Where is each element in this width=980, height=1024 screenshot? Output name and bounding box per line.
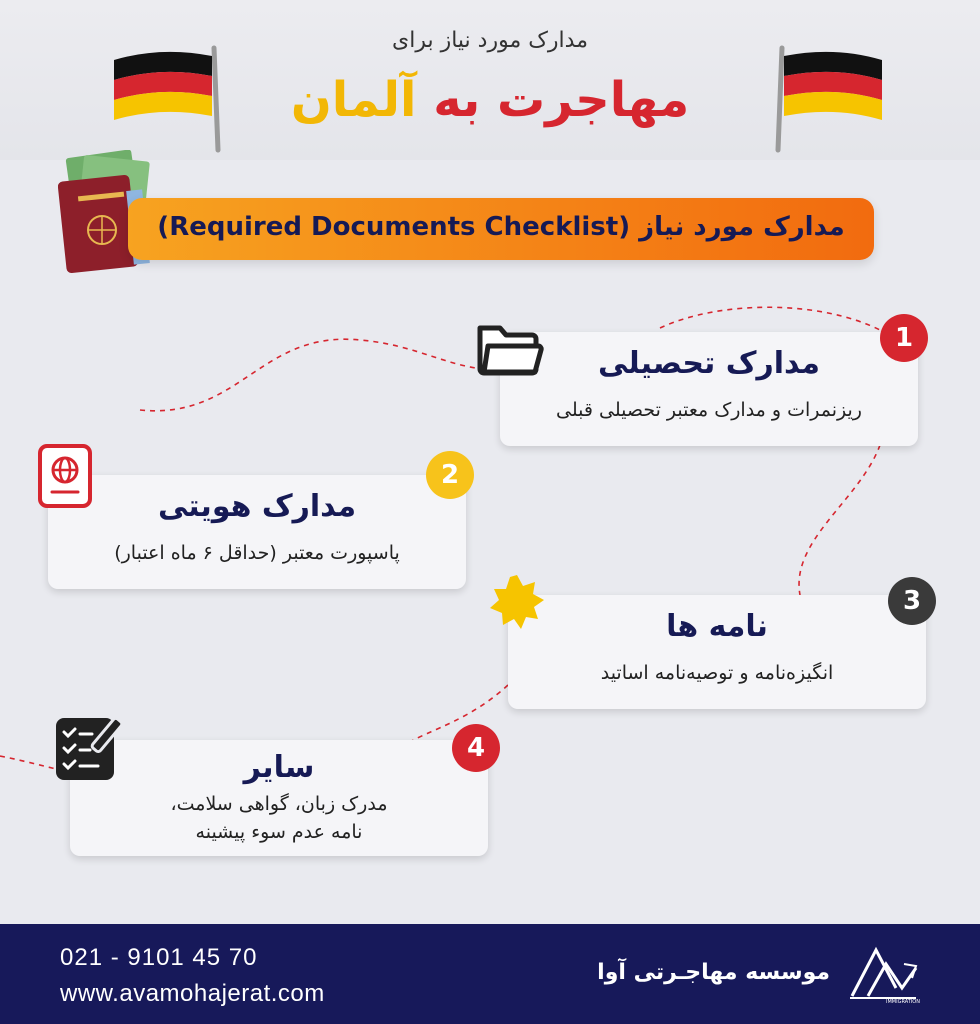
brand-name: موسسه مهاجـرتی آوا [597, 960, 830, 985]
website-link[interactable]: www.avamohajerat.com [60, 980, 325, 1007]
step-badge-1: 1 [880, 314, 928, 362]
card-education-documents [500, 332, 918, 446]
checklist-banner [128, 198, 874, 260]
card-title: مدارک هویتی [157, 489, 357, 524]
folder-icon [474, 318, 546, 380]
card-title: سایر [243, 750, 315, 785]
card-description-line2: نامه عدم سوء پیشینه [195, 821, 363, 843]
badge-star-icon [488, 573, 546, 631]
card-identity-documents [48, 475, 466, 589]
title-word-to: به [433, 72, 481, 128]
title-word-migration: مهاجرت [497, 72, 690, 128]
ava-logo-icon [846, 942, 920, 1004]
logo-text: IMMIGRATION [886, 999, 920, 1004]
card-letters [508, 595, 926, 709]
card-title: مدارک تحصیلی [598, 346, 820, 381]
germany-flag-icon [106, 42, 226, 154]
phone-number[interactable]: 021 - 9101 45 70 [60, 944, 258, 971]
banner-label: مدارک مورد نیاز (Required Documents Checklist) [157, 212, 845, 242]
card-description: ریزنمرات و مدارک معتبر تحصیلی قبلی [556, 399, 862, 421]
step-badge-4: 4 [452, 724, 500, 772]
card-title: نامه ها [666, 609, 768, 644]
card-description: انگیزه‌نامه و توصیه‌نامه اساتید [600, 662, 834, 684]
title-word-germany: آلمان [290, 72, 417, 128]
card-other-documents [70, 740, 488, 856]
step-badge-3: 3 [888, 577, 936, 625]
header-subtitle: مدارک مورد نیاز برای [392, 28, 588, 53]
passport-outline-icon [34, 440, 98, 512]
step-badge-2: 2 [426, 451, 474, 499]
germany-flag-icon [770, 42, 890, 154]
card-description: پاسپورت معتبر (حداقل ۶ ماه اعتبار) [114, 542, 400, 564]
footer [0, 924, 980, 1024]
checklist-icon [52, 712, 126, 784]
card-description-line1: مدرک زبان، گواهی سلامت، [170, 793, 388, 815]
